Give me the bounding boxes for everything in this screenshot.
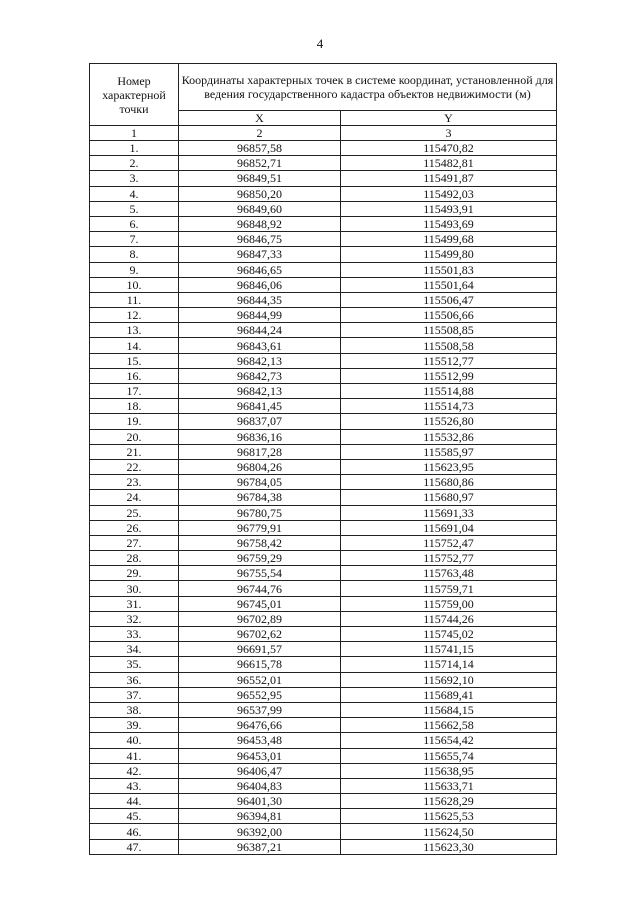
y-coordinate-cell: 115752,47 xyxy=(341,535,557,550)
point-number-cell: 37. xyxy=(90,687,179,702)
column-index-2: 2 xyxy=(179,126,341,141)
header-point-number: Номер характерной точки xyxy=(90,64,179,126)
table-row xyxy=(90,794,557,809)
y-coordinate-cell: 115741,15 xyxy=(341,642,557,657)
x-coordinate-cell: 96780,75 xyxy=(179,505,341,520)
table-row xyxy=(90,353,557,368)
table-row xyxy=(90,216,557,231)
point-number-cell: 45. xyxy=(90,809,179,824)
point-number-cell: 13. xyxy=(90,323,179,338)
y-coordinate-cell: 115493,69 xyxy=(341,216,557,231)
point-number-cell: 19. xyxy=(90,414,179,429)
table-row xyxy=(90,672,557,687)
header-coordinates-title: Координаты характерных точек в системе координат, установленной для ведения государственного кадастра объектов недвижимости (м) xyxy=(179,64,557,111)
x-coordinate-cell: 96744,76 xyxy=(179,581,341,596)
y-coordinate-cell: 115526,80 xyxy=(341,414,557,429)
x-coordinate-cell: 96836,16 xyxy=(179,429,341,444)
x-coordinate-cell: 96702,62 xyxy=(179,627,341,642)
y-coordinate-cell: 115508,58 xyxy=(341,338,557,353)
x-coordinate-cell: 96850,20 xyxy=(179,186,341,201)
point-number-cell: 35. xyxy=(90,657,179,672)
y-coordinate-cell: 115514,73 xyxy=(341,399,557,414)
point-number-cell: 30. xyxy=(90,581,179,596)
point-number-cell: 9. xyxy=(90,262,179,277)
y-coordinate-cell: 115482,81 xyxy=(341,156,557,171)
point-number-cell: 27. xyxy=(90,535,179,550)
x-coordinate-cell: 96837,07 xyxy=(179,414,341,429)
y-coordinate-cell: 115470,82 xyxy=(341,141,557,156)
y-coordinate-cell: 115692,10 xyxy=(341,672,557,687)
table-row xyxy=(90,444,557,459)
table-row xyxy=(90,642,557,657)
table-row xyxy=(90,627,557,642)
table-row xyxy=(90,201,557,216)
y-coordinate-cell: 115499,80 xyxy=(341,247,557,262)
table-row xyxy=(90,232,557,247)
x-coordinate-cell: 96691,57 xyxy=(179,642,341,657)
x-coordinate-cell: 96842,13 xyxy=(179,384,341,399)
x-coordinate-cell: 96537,99 xyxy=(179,702,341,717)
x-coordinate-cell: 96453,48 xyxy=(179,733,341,748)
point-number-cell: 1. xyxy=(90,141,179,156)
table-row xyxy=(90,384,557,399)
x-coordinate-cell: 96849,60 xyxy=(179,201,341,216)
table-row xyxy=(90,399,557,414)
point-number-cell: 31. xyxy=(90,596,179,611)
y-coordinate-cell: 115714,14 xyxy=(341,657,557,672)
y-coordinate-cell: 115501,83 xyxy=(341,262,557,277)
table-row xyxy=(90,368,557,383)
table-row xyxy=(90,308,557,323)
table-row xyxy=(90,156,557,171)
table-row xyxy=(90,809,557,824)
x-coordinate-cell: 96615,78 xyxy=(179,657,341,672)
point-number-cell: 14. xyxy=(90,338,179,353)
y-coordinate-cell: 115623,30 xyxy=(341,839,557,854)
x-coordinate-cell: 96759,29 xyxy=(179,551,341,566)
point-number-cell: 4. xyxy=(90,186,179,201)
x-coordinate-cell: 96453,01 xyxy=(179,748,341,763)
point-number-cell: 29. xyxy=(90,566,179,581)
point-number-cell: 24. xyxy=(90,490,179,505)
table-row xyxy=(90,490,557,505)
x-coordinate-cell: 96404,83 xyxy=(179,778,341,793)
x-coordinate-cell: 96849,51 xyxy=(179,171,341,186)
y-coordinate-cell: 115628,29 xyxy=(341,794,557,809)
table-row xyxy=(90,566,557,581)
x-coordinate-cell: 96817,28 xyxy=(179,444,341,459)
point-number-cell: 39. xyxy=(90,718,179,733)
point-number-cell: 44. xyxy=(90,794,179,809)
x-coordinate-cell: 96847,33 xyxy=(179,247,341,262)
x-coordinate-cell: 96841,45 xyxy=(179,399,341,414)
table-row xyxy=(90,611,557,626)
point-number-cell: 12. xyxy=(90,308,179,323)
point-number-cell: 16. xyxy=(90,368,179,383)
y-coordinate-cell: 115680,97 xyxy=(341,490,557,505)
y-coordinate-cell: 115625,53 xyxy=(341,809,557,824)
y-coordinate-cell: 115763,48 xyxy=(341,566,557,581)
point-number-cell: 46. xyxy=(90,824,179,839)
y-coordinate-cell: 115662,58 xyxy=(341,718,557,733)
column-index-3: 3 xyxy=(341,126,557,141)
table-row xyxy=(90,520,557,535)
x-coordinate-cell: 96702,89 xyxy=(179,611,341,626)
x-coordinate-cell: 96401,30 xyxy=(179,794,341,809)
x-coordinate-cell: 96857,58 xyxy=(179,141,341,156)
point-number-cell: 26. xyxy=(90,520,179,535)
x-coordinate-cell: 96844,24 xyxy=(179,323,341,338)
y-coordinate-cell: 115638,95 xyxy=(341,763,557,778)
table-row xyxy=(90,687,557,702)
y-coordinate-cell: 115752,77 xyxy=(341,551,557,566)
y-coordinate-cell: 115493,91 xyxy=(341,201,557,216)
point-number-cell: 47. xyxy=(90,839,179,854)
table-row xyxy=(90,581,557,596)
x-coordinate-cell: 96846,06 xyxy=(179,277,341,292)
table-row xyxy=(90,247,557,262)
table-row xyxy=(90,171,557,186)
table-row xyxy=(90,657,557,672)
y-coordinate-cell: 115691,33 xyxy=(341,505,557,520)
table-row xyxy=(90,475,557,490)
point-number-cell: 10. xyxy=(90,277,179,292)
x-coordinate-cell: 96394,81 xyxy=(179,809,341,824)
point-number-cell: 17. xyxy=(90,384,179,399)
table-row xyxy=(90,292,557,307)
coordinates-table xyxy=(89,63,557,855)
point-number-cell: 15. xyxy=(90,353,179,368)
page-number: 4 xyxy=(316,36,324,51)
point-number-cell: 11. xyxy=(90,292,179,307)
point-number-cell: 23. xyxy=(90,475,179,490)
x-coordinate-cell: 96387,21 xyxy=(179,839,341,854)
point-number-cell: 25. xyxy=(90,505,179,520)
x-coordinate-cell: 96842,73 xyxy=(179,368,341,383)
table-row xyxy=(90,338,557,353)
point-number-cell: 43. xyxy=(90,778,179,793)
table-row xyxy=(90,702,557,717)
table-row xyxy=(90,551,557,566)
y-coordinate-cell: 115624,50 xyxy=(341,824,557,839)
table-row xyxy=(90,277,557,292)
y-coordinate-cell: 115745,02 xyxy=(341,627,557,642)
x-coordinate-cell: 96844,99 xyxy=(179,308,341,323)
point-number-cell: 41. xyxy=(90,748,179,763)
y-coordinate-cell: 115506,47 xyxy=(341,292,557,307)
x-coordinate-cell: 96846,65 xyxy=(179,262,341,277)
point-number-cell: 3. xyxy=(90,171,179,186)
y-coordinate-cell: 115492,03 xyxy=(341,186,557,201)
y-coordinate-cell: 115684,15 xyxy=(341,702,557,717)
point-number-cell: 34. xyxy=(90,642,179,657)
y-coordinate-cell: 115532,86 xyxy=(341,429,557,444)
x-coordinate-cell: 96406,47 xyxy=(179,763,341,778)
table-row xyxy=(90,186,557,201)
x-coordinate-cell: 96552,01 xyxy=(179,672,341,687)
column-index-1: 1 xyxy=(90,126,179,141)
y-coordinate-cell: 115691,04 xyxy=(341,520,557,535)
point-number-cell: 42. xyxy=(90,763,179,778)
point-number-cell: 33. xyxy=(90,627,179,642)
y-coordinate-cell: 115654,42 xyxy=(341,733,557,748)
y-coordinate-cell: 115514,88 xyxy=(341,384,557,399)
point-number-cell: 5. xyxy=(90,201,179,216)
point-number-cell: 18. xyxy=(90,399,179,414)
x-coordinate-cell: 96552,95 xyxy=(179,687,341,702)
y-coordinate-cell: 115491,87 xyxy=(341,171,557,186)
y-coordinate-cell: 115499,68 xyxy=(341,232,557,247)
x-coordinate-cell: 96476,66 xyxy=(179,718,341,733)
y-coordinate-cell: 115501,64 xyxy=(341,277,557,292)
x-coordinate-cell: 96804,26 xyxy=(179,459,341,474)
y-coordinate-cell: 115585,97 xyxy=(341,444,557,459)
x-coordinate-cell: 96842,13 xyxy=(179,353,341,368)
y-coordinate-cell: 115655,74 xyxy=(341,748,557,763)
table-row xyxy=(90,459,557,474)
table-row xyxy=(90,429,557,444)
point-number-cell: 21. xyxy=(90,444,179,459)
table-row xyxy=(90,718,557,733)
x-coordinate-cell: 96758,42 xyxy=(179,535,341,550)
y-coordinate-cell: 115623,95 xyxy=(341,459,557,474)
y-coordinate-cell: 115689,41 xyxy=(341,687,557,702)
y-coordinate-cell: 115506,66 xyxy=(341,308,557,323)
table-row xyxy=(90,778,557,793)
x-coordinate-cell: 96745,01 xyxy=(179,596,341,611)
x-coordinate-cell: 96843,61 xyxy=(179,338,341,353)
point-number-cell: 38. xyxy=(90,702,179,717)
x-coordinate-cell: 96779,91 xyxy=(179,520,341,535)
table-row xyxy=(90,323,557,338)
table-row xyxy=(90,505,557,520)
y-coordinate-cell: 115512,99 xyxy=(341,368,557,383)
point-number-cell: 28. xyxy=(90,551,179,566)
y-coordinate-cell: 115512,77 xyxy=(341,353,557,368)
table-row xyxy=(90,763,557,778)
x-coordinate-cell: 96784,38 xyxy=(179,490,341,505)
table-row xyxy=(90,596,557,611)
point-number-cell: 20. xyxy=(90,429,179,444)
table-row xyxy=(90,262,557,277)
point-number-cell: 22. xyxy=(90,459,179,474)
table-row xyxy=(90,141,557,156)
point-number-cell: 6. xyxy=(90,216,179,231)
x-coordinate-cell: 96848,92 xyxy=(179,216,341,231)
y-coordinate-cell: 115680,86 xyxy=(341,475,557,490)
x-coordinate-cell: 96844,35 xyxy=(179,292,341,307)
x-coordinate-cell: 96846,75 xyxy=(179,232,341,247)
point-number-cell: 36. xyxy=(90,672,179,687)
header-x-label: X xyxy=(179,110,341,126)
table-row xyxy=(90,535,557,550)
point-number-cell: 40. xyxy=(90,733,179,748)
header-y-label: Y xyxy=(341,110,557,126)
table-row xyxy=(90,414,557,429)
table-row xyxy=(90,748,557,763)
x-coordinate-cell: 96392,00 xyxy=(179,824,341,839)
point-number-cell: 7. xyxy=(90,232,179,247)
x-coordinate-cell: 96784,05 xyxy=(179,475,341,490)
y-coordinate-cell: 115633,71 xyxy=(341,778,557,793)
point-number-cell: 2. xyxy=(90,156,179,171)
point-number-cell: 32. xyxy=(90,611,179,626)
table-row xyxy=(90,733,557,748)
x-coordinate-cell: 96755,54 xyxy=(179,566,341,581)
x-coordinate-cell: 96852,71 xyxy=(179,156,341,171)
y-coordinate-cell: 115759,00 xyxy=(341,596,557,611)
point-number-cell: 8. xyxy=(90,247,179,262)
y-coordinate-cell: 115744,26 xyxy=(341,611,557,626)
table-row xyxy=(90,839,557,854)
table-row xyxy=(90,824,557,839)
y-coordinate-cell: 115508,85 xyxy=(341,323,557,338)
y-coordinate-cell: 115759,71 xyxy=(341,581,557,596)
